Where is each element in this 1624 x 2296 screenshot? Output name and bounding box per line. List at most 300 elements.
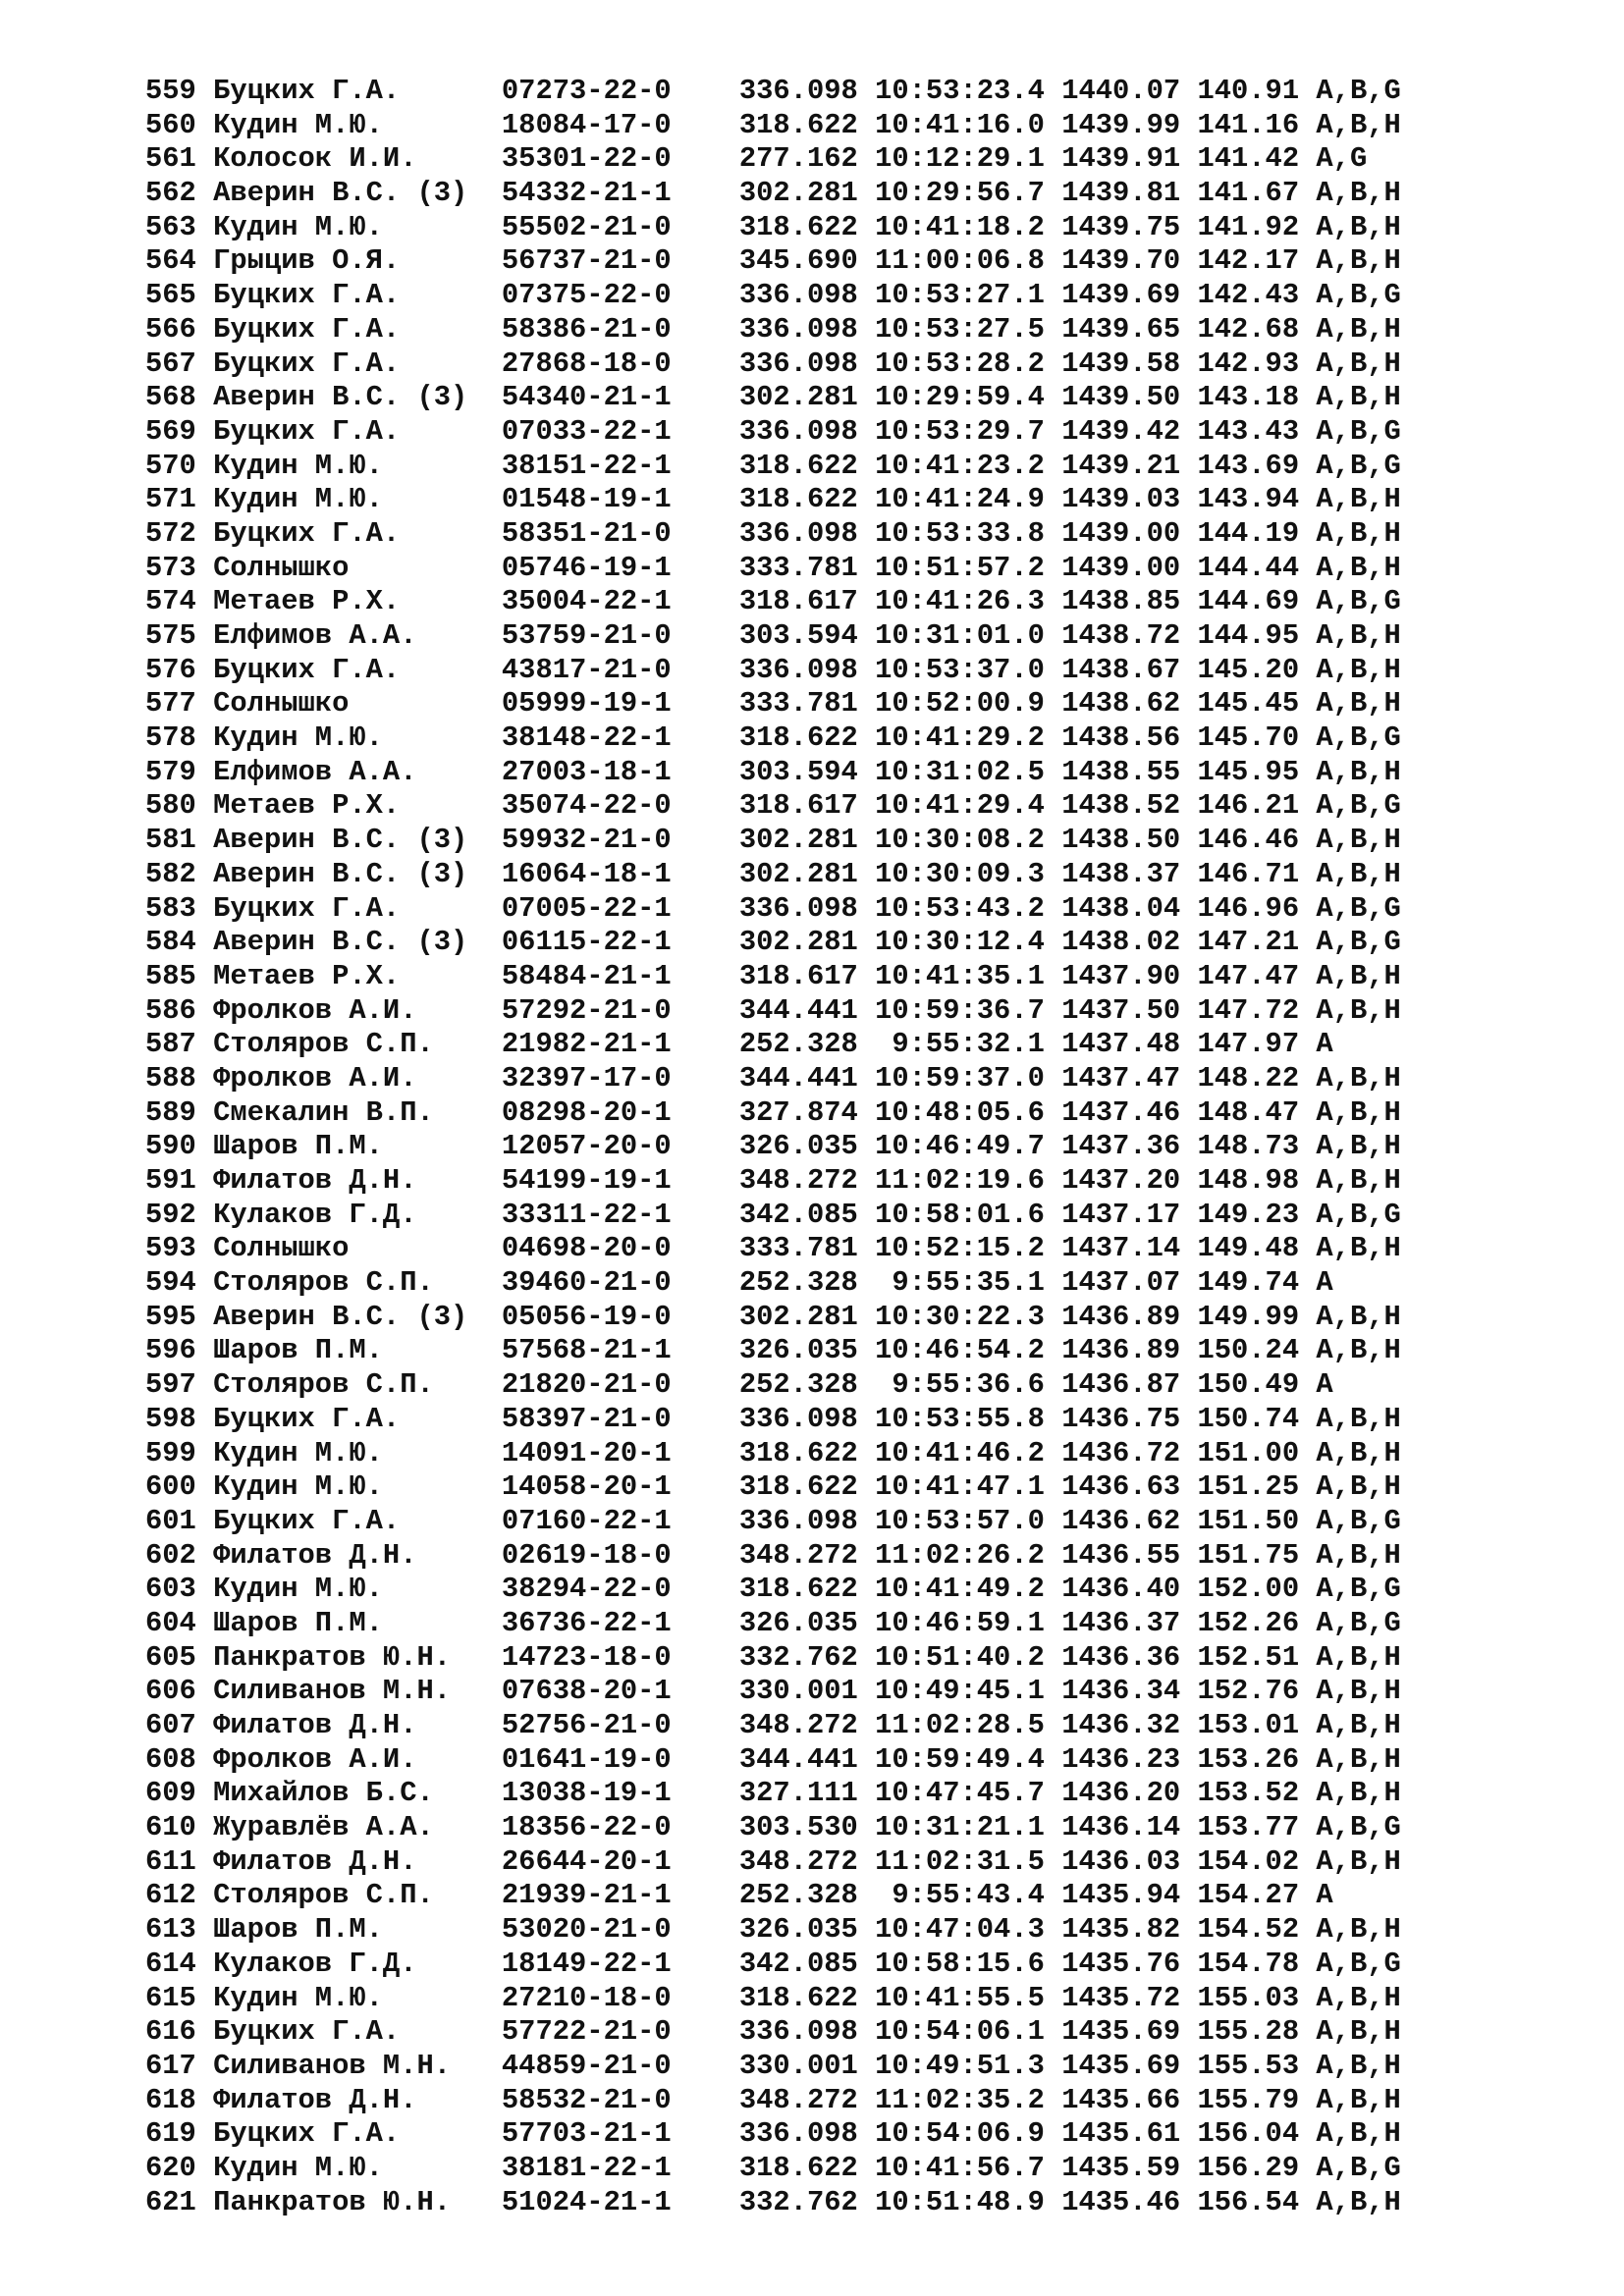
row-name: Аверин В.С. (3) [213, 381, 468, 414]
table-row [145, 1437, 1579, 1471]
column-gap [383, 1573, 502, 1605]
column-gap [196, 517, 213, 550]
column-gap [196, 279, 213, 311]
column-gap [672, 177, 739, 209]
row-distance: 348.272 [738, 1164, 858, 1197]
row-name: Буцких Г.А. [213, 279, 401, 312]
row-flags: A,B,H [1316, 993, 1401, 1027]
row-time: 10:47:45.7 [875, 1777, 1045, 1810]
row-flags: A,B,H [1316, 1130, 1401, 1163]
row-time: 10:59:37.0 [875, 1061, 1045, 1095]
column-gap [1180, 1607, 1197, 1639]
column-gap [672, 1232, 739, 1264]
column-gap [1045, 1539, 1061, 1572]
row-time: 10:53:29.7 [875, 414, 1045, 448]
row-ring: 14058-20-1 [501, 1470, 672, 1504]
row-ring: 32397-17-0 [501, 1061, 672, 1095]
column-gap [196, 177, 213, 209]
column-gap [1045, 279, 1061, 311]
column-gap [1299, 654, 1316, 686]
column-gap [196, 142, 213, 175]
row-coefficient: 147.72 [1197, 993, 1300, 1027]
column-gap [383, 1130, 502, 1162]
column-gap [1180, 1879, 1197, 1911]
row-name: Силиванов М.Н. [213, 1675, 452, 1708]
column-gap [1299, 1437, 1316, 1469]
row-distance: 326.035 [738, 1606, 858, 1639]
column-gap [672, 994, 739, 1027]
table-row [145, 1062, 1579, 1096]
column-gap [383, 2152, 502, 2184]
table-row [145, 177, 1579, 211]
row-coefficient: 144.44 [1197, 551, 1300, 584]
row-speed: 1439.03 [1061, 483, 1181, 516]
row-place: 594 [145, 1266, 196, 1300]
column-gap [858, 1913, 875, 1946]
column-gap [1180, 1199, 1197, 1231]
column-gap [1180, 654, 1197, 686]
row-coefficient: 142.43 [1197, 279, 1300, 312]
row-speed: 1438.52 [1061, 789, 1181, 823]
column-gap [1045, 1811, 1061, 1843]
row-name: Метаев Р.Х. [213, 585, 401, 618]
row-flags: A [1316, 1368, 1333, 1402]
row-time: 10:29:56.7 [875, 177, 1045, 210]
column-gap [672, 1062, 739, 1095]
column-gap [858, 142, 875, 175]
column-gap [1045, 1879, 1061, 1911]
column-gap [672, 1607, 739, 1639]
row-ring: 51024-21-1 [501, 2185, 672, 2218]
column-gap [1045, 1607, 1061, 1639]
column-gap [1180, 2186, 1197, 2218]
row-name: Шаров П.М. [213, 1130, 383, 1163]
row-place: 579 [145, 755, 196, 788]
row-coefficient: 155.03 [1197, 1981, 1300, 2014]
row-name: Буцких Г.А. [213, 891, 401, 925]
row-speed: 1439.58 [1061, 347, 1181, 380]
row-speed: 1435.72 [1061, 1981, 1181, 2014]
row-name: Шаров П.М. [213, 1334, 383, 1367]
column-gap [1045, 177, 1061, 209]
column-gap [858, 1948, 875, 1980]
column-gap [1299, 1096, 1316, 1129]
column-gap [1045, 858, 1061, 890]
row-place: 611 [145, 1844, 196, 1878]
row-place: 564 [145, 244, 196, 278]
row-distance: 336.098 [738, 891, 858, 925]
row-place: 619 [145, 2117, 196, 2151]
row-ring: 54332-21-1 [501, 177, 672, 210]
row-time: 10:29:59.4 [875, 381, 1045, 414]
row-place: 592 [145, 1198, 196, 1231]
column-gap [434, 1096, 502, 1129]
column-gap [858, 1573, 875, 1605]
column-gap [383, 1470, 502, 1503]
row-speed: 1437.36 [1061, 1130, 1181, 1163]
row-name: Шаров П.М. [213, 1606, 383, 1639]
row-coefficient: 154.02 [1197, 1844, 1300, 1878]
row-time: 10:49:45.1 [875, 1675, 1045, 1708]
row-speed: 1439.91 [1061, 142, 1181, 176]
row-place: 596 [145, 1334, 196, 1367]
row-speed: 1436.87 [1061, 1368, 1181, 1402]
column-gap [672, 892, 739, 925]
column-gap [1180, 1470, 1197, 1503]
column-gap [1045, 1913, 1061, 1946]
column-gap [672, 142, 739, 175]
row-speed: 1437.47 [1061, 1061, 1181, 1095]
column-gap [1045, 1199, 1061, 1231]
row-coefficient: 153.26 [1197, 1742, 1300, 1776]
column-gap [196, 450, 213, 482]
table-row [145, 1913, 1579, 1948]
row-flags: A,B,H [1316, 312, 1401, 346]
table-row [145, 960, 1579, 994]
table-row [145, 2117, 1579, 2152]
row-place: 588 [145, 1061, 196, 1095]
row-distance: 252.328 [738, 1368, 858, 1402]
row-speed: 1435.94 [1061, 1879, 1181, 1912]
column-gap [196, 1403, 213, 1435]
row-time: 10:30:09.3 [875, 857, 1045, 890]
row-ring: 18356-22-0 [501, 1811, 672, 1844]
row-time: 10:31:01.0 [875, 619, 1045, 652]
row-name: Кудин М.Ю. [213, 483, 383, 516]
column-gap [858, 960, 875, 992]
row-speed: 1437.50 [1061, 993, 1181, 1027]
column-gap [1045, 1368, 1061, 1401]
row-distance: 342.085 [738, 1198, 858, 1231]
column-gap [1180, 1368, 1197, 1401]
row-flags: A,B,G [1316, 1504, 1401, 1537]
column-gap [1299, 552, 1316, 584]
column-gap [858, 1130, 875, 1162]
row-name: Филатов Д.Н. [213, 1538, 417, 1572]
row-flags: A,B,G [1316, 585, 1401, 618]
table-row [145, 211, 1579, 245]
row-flags: A,B,G [1316, 1198, 1401, 1231]
column-gap [1299, 347, 1316, 380]
row-distance: 336.098 [738, 75, 858, 107]
row-coefficient: 147.97 [1197, 1028, 1300, 1061]
row-speed: 1438.50 [1061, 824, 1181, 857]
column-gap [196, 1641, 213, 1674]
column-gap [1299, 1301, 1316, 1333]
column-gap [196, 1130, 213, 1162]
table-row [145, 654, 1579, 688]
row-name: Елфимов А.А. [213, 755, 417, 788]
row-name: Аверин В.С. (3) [213, 824, 468, 857]
column-gap [1180, 994, 1197, 1027]
column-gap [1299, 1539, 1316, 1572]
column-gap [858, 415, 875, 448]
column-gap [1045, 381, 1061, 413]
column-gap [1180, 211, 1197, 243]
row-name: Кудин М.Ю. [213, 1470, 383, 1504]
row-name: Буцких Г.А. [213, 2117, 401, 2151]
column-gap [672, 960, 739, 992]
row-distance: 345.690 [738, 244, 858, 278]
row-distance: 318.622 [738, 1573, 858, 1606]
row-coefficient: 147.21 [1197, 926, 1300, 959]
row-time: 10:53:23.4 [875, 75, 1045, 107]
column-gap [1045, 926, 1061, 958]
column-gap [858, 279, 875, 311]
column-gap [1180, 1403, 1197, 1435]
column-gap [1299, 483, 1316, 515]
row-speed: 1438.67 [1061, 653, 1181, 686]
row-name: Солнышко [213, 687, 350, 721]
table-row [145, 1675, 1579, 1709]
row-place: 616 [145, 2015, 196, 2049]
row-time: 10:41:23.2 [875, 449, 1045, 482]
table-row [145, 1199, 1579, 1233]
row-distance: 318.622 [738, 721, 858, 755]
table-row [145, 926, 1579, 960]
column-gap [417, 619, 502, 652]
column-gap [1045, 109, 1061, 141]
column-gap [1299, 721, 1316, 754]
column-gap [858, 1539, 875, 1572]
column-gap [1299, 892, 1316, 925]
row-flags: A,B,H [1316, 244, 1401, 278]
row-speed: 1439.69 [1061, 279, 1181, 312]
row-ring: 07160-22-1 [501, 1504, 672, 1537]
column-gap [196, 687, 213, 720]
row-time: 10:41:47.1 [875, 1470, 1045, 1504]
row-name: Фролков А.И. [213, 1061, 417, 1095]
row-time: 11:02:35.2 [875, 2083, 1045, 2116]
table-row [145, 1539, 1579, 1574]
column-gap [1180, 1845, 1197, 1878]
column-gap [1299, 1130, 1316, 1162]
column-gap [1045, 1266, 1061, 1299]
row-distance: 252.328 [738, 1266, 858, 1300]
row-distance: 333.781 [738, 1232, 858, 1265]
row-ring: 54340-21-1 [501, 381, 672, 414]
row-coefficient: 154.27 [1197, 1879, 1300, 1912]
column-gap [196, 1709, 213, 1741]
row-ring: 58397-21-0 [501, 1402, 672, 1435]
row-distance: 336.098 [738, 1504, 858, 1537]
row-name: Панкратов Ю.Н. [213, 2185, 452, 2218]
column-gap [417, 1948, 502, 1980]
row-ring: 05056-19-0 [501, 1300, 672, 1333]
row-flags: A,B,H [1316, 1061, 1401, 1095]
row-time: 10:53:57.0 [875, 1504, 1045, 1537]
row-speed: 1439.42 [1061, 414, 1181, 448]
row-name: Аверин В.С. (3) [213, 177, 468, 210]
row-flags: A,B,H [1316, 857, 1401, 890]
row-name: Шаров П.М. [213, 1913, 383, 1947]
row-coefficient: 151.50 [1197, 1504, 1300, 1537]
column-gap [672, 1811, 739, 1843]
row-ring: 54199-19-1 [501, 1164, 672, 1197]
column-gap [400, 654, 502, 686]
row-flags: A,B,H [1316, 824, 1401, 857]
column-gap [1045, 1062, 1061, 1095]
row-distance: 326.035 [738, 1334, 858, 1367]
column-gap [1299, 244, 1316, 277]
column-gap [467, 926, 502, 958]
row-speed: 1439.21 [1061, 449, 1181, 482]
row-time: 10:47:04.3 [875, 1913, 1045, 1947]
row-coefficient: 151.00 [1197, 1436, 1300, 1469]
row-coefficient: 145.95 [1197, 755, 1300, 788]
row-place: 612 [145, 1879, 196, 1912]
row-distance: 342.085 [738, 1947, 858, 1980]
column-gap [400, 347, 502, 380]
column-gap [1045, 1403, 1061, 1435]
column-gap [1180, 2015, 1197, 2048]
column-gap [858, 2015, 875, 2048]
column-gap [400, 2015, 502, 2048]
column-gap [1299, 313, 1316, 346]
column-gap [1045, 2050, 1061, 2082]
row-speed: 1436.55 [1061, 1538, 1181, 1572]
column-gap [417, 2084, 502, 2116]
column-gap [1045, 1470, 1061, 1503]
row-flags: A,B,G [1316, 2151, 1401, 2184]
row-coefficient: 144.95 [1197, 619, 1300, 652]
column-gap [858, 1028, 875, 1060]
row-coefficient: 148.98 [1197, 1164, 1300, 1197]
column-gap [1299, 994, 1316, 1027]
column-gap [1045, 2186, 1061, 2218]
column-gap [1045, 211, 1061, 243]
column-gap [196, 1470, 213, 1503]
row-name: Панкратов Ю.Н. [213, 1640, 452, 1674]
column-gap [1180, 1334, 1197, 1366]
table-row [145, 1403, 1579, 1437]
row-flags: A,B,G [1316, 1573, 1401, 1606]
column-gap [417, 756, 502, 788]
row-speed: 1439.75 [1061, 210, 1181, 243]
column-gap [196, 347, 213, 380]
column-gap [1045, 756, 1061, 788]
column-gap [1299, 2015, 1316, 2048]
row-place: 569 [145, 414, 196, 448]
row-distance: 318.622 [738, 449, 858, 482]
row-flags: A,B,H [1316, 687, 1401, 721]
column-gap [858, 654, 875, 686]
column-gap [1299, 1607, 1316, 1639]
column-gap [858, 1164, 875, 1197]
row-place: 601 [145, 1504, 196, 1537]
column-gap [196, 1301, 213, 1333]
column-gap [858, 2186, 875, 2218]
column-gap [434, 1266, 502, 1299]
column-gap [1045, 2152, 1061, 2184]
row-distance: 344.441 [738, 1742, 858, 1776]
column-gap [1045, 1334, 1061, 1366]
row-place: 608 [145, 1742, 196, 1776]
row-speed: 1438.37 [1061, 857, 1181, 890]
row-ring: 26644-20-1 [501, 1844, 672, 1878]
row-coefficient: 153.77 [1197, 1811, 1300, 1844]
row-flags: A,B,H [1316, 551, 1401, 584]
column-gap [196, 2186, 213, 2218]
row-flags: A,B,G [1316, 1811, 1401, 1844]
column-gap [858, 1437, 875, 1469]
column-gap [1180, 1539, 1197, 1572]
row-place: 573 [145, 551, 196, 584]
column-gap [1299, 142, 1316, 175]
row-time: 10:52:15.2 [875, 1232, 1045, 1265]
column-gap [858, 687, 875, 720]
row-place: 603 [145, 1573, 196, 1606]
row-distance: 318.617 [738, 959, 858, 992]
row-distance: 302.281 [738, 857, 858, 890]
column-gap [1299, 1266, 1316, 1299]
column-gap [196, 415, 213, 448]
row-coefficient: 146.21 [1197, 789, 1300, 823]
column-gap [672, 1164, 739, 1197]
table-row [145, 2186, 1579, 2220]
row-place: 567 [145, 347, 196, 380]
row-flags: A,B,H [1316, 347, 1401, 380]
row-place: 586 [145, 993, 196, 1027]
column-gap [1180, 756, 1197, 788]
row-time: 11:02:31.5 [875, 1844, 1045, 1878]
column-gap [1045, 789, 1061, 822]
column-gap [1180, 585, 1197, 617]
row-place: 562 [145, 177, 196, 210]
column-gap [1045, 619, 1061, 652]
row-flags: A,B,H [1316, 1742, 1401, 1776]
row-name: Аверин В.С. (3) [213, 926, 468, 959]
column-gap [672, 75, 739, 107]
column-gap [672, 2186, 739, 2218]
column-gap [400, 279, 502, 311]
row-distance: 333.781 [738, 551, 858, 584]
column-gap [1045, 1982, 1061, 2014]
row-flags: A,B,G [1316, 721, 1401, 755]
row-place: 563 [145, 210, 196, 243]
row-distance: 303.594 [738, 755, 858, 788]
column-gap [196, 2084, 213, 2116]
column-gap [672, 517, 739, 550]
row-name: Метаев Р.Х. [213, 959, 401, 992]
column-gap [1299, 2186, 1316, 2218]
table-row [145, 2050, 1579, 2084]
row-speed: 1439.50 [1061, 381, 1181, 414]
column-gap [1180, 2117, 1197, 2150]
column-gap [1180, 1232, 1197, 1264]
row-distance: 318.617 [738, 585, 858, 618]
row-ring: 21820-21-0 [501, 1368, 672, 1402]
row-distance: 348.272 [738, 2083, 858, 2116]
row-coefficient: 142.17 [1197, 244, 1300, 278]
column-gap [1299, 1811, 1316, 1843]
row-distance: 318.622 [738, 108, 858, 141]
column-gap [196, 2015, 213, 2048]
table-row [145, 1470, 1579, 1505]
column-gap [196, 1845, 213, 1878]
column-gap [400, 1403, 502, 1435]
row-coefficient: 146.46 [1197, 824, 1300, 857]
row-coefficient: 141.67 [1197, 177, 1300, 210]
table-row [145, 313, 1579, 347]
row-name: Кудин М.Ю. [213, 108, 383, 141]
row-time: 10:41:55.5 [875, 1981, 1045, 2014]
column-gap [858, 1368, 875, 1401]
row-place: 580 [145, 789, 196, 823]
row-place: 589 [145, 1095, 196, 1129]
row-coefficient: 156.54 [1197, 2185, 1300, 2218]
row-flags: A,B,H [1316, 755, 1401, 788]
